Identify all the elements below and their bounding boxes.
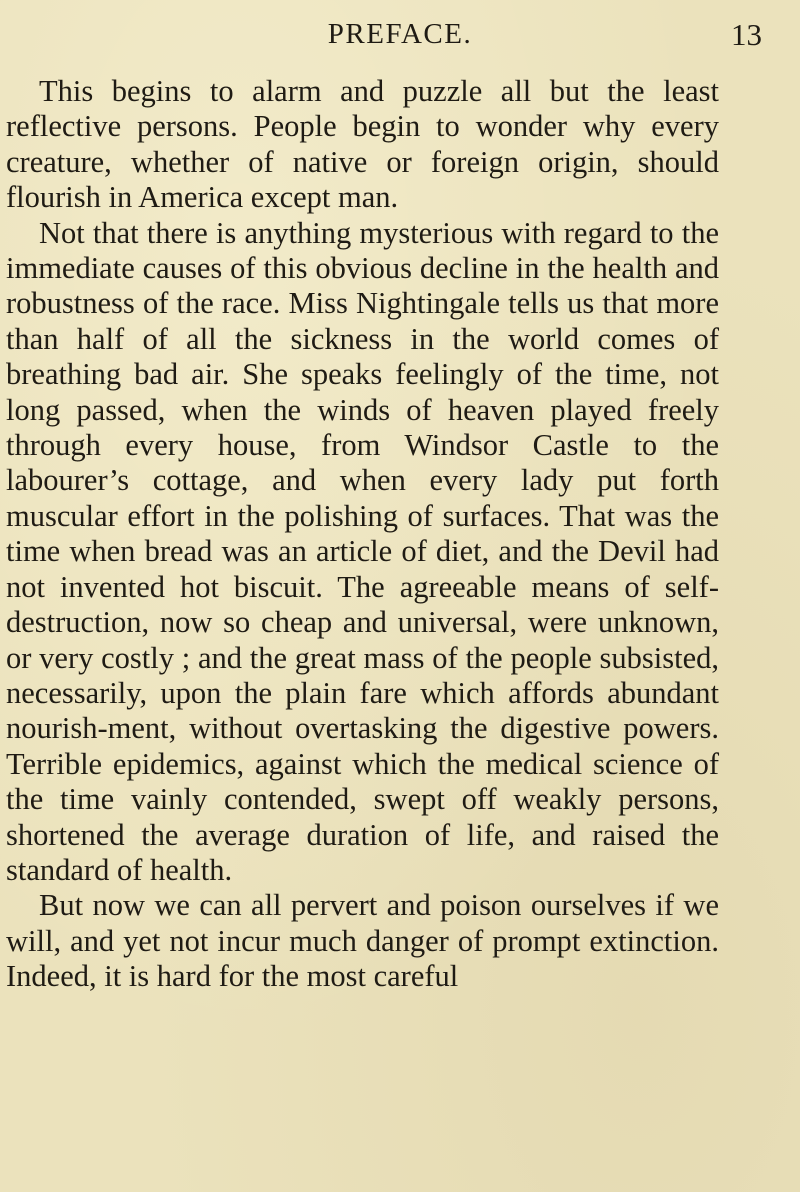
paragraph-2: Not that there is anything mysterious with regard to the immediate causes of this obvious decline in the health and robustness of the race. Miss Nightingale tells us that more than half of all the sickness in the world comes of breathing bad air. She speaks feelingly of the time, not long passed, when the winds of heaven played freely through every house, from Windsor Castle to the labourer’s cottage, and when every lady put forth muscular effort in the polishing of surfaces. That was the time when bread was an article of diet, and the Devil had not invented hot biscuit. The agreeable means of self-destruction, now so cheap and universal, were unknown, or very costly ; and the great mass of the people subsisted, necessarily, upon the plain fare which affords abundant nourish-ment, without overtasking the digestive powers. Terrible epidemics, against which the medical science of the time vainly contended, swept off weakly persons, shortened the average duration of life, and raised the standard of health. [6,215,719,887]
page-title: PREFACE. [327,18,473,50]
page-number: 13 [731,17,762,52]
running-head [0,16,800,52]
paragraph-1: This begins to alarm and puzzle all but the least reflective persons. People begin to wonder why every creature, whether of native or foreign origin, should flourish in America except man. [6,74,719,215]
paragraph-3: But now we can all pervert and poison ourselves if we will, and yet not incur much danger of prompt extinction. Indeed, it is hard for the most careful [6,888,719,994]
body-text [6,74,719,995]
